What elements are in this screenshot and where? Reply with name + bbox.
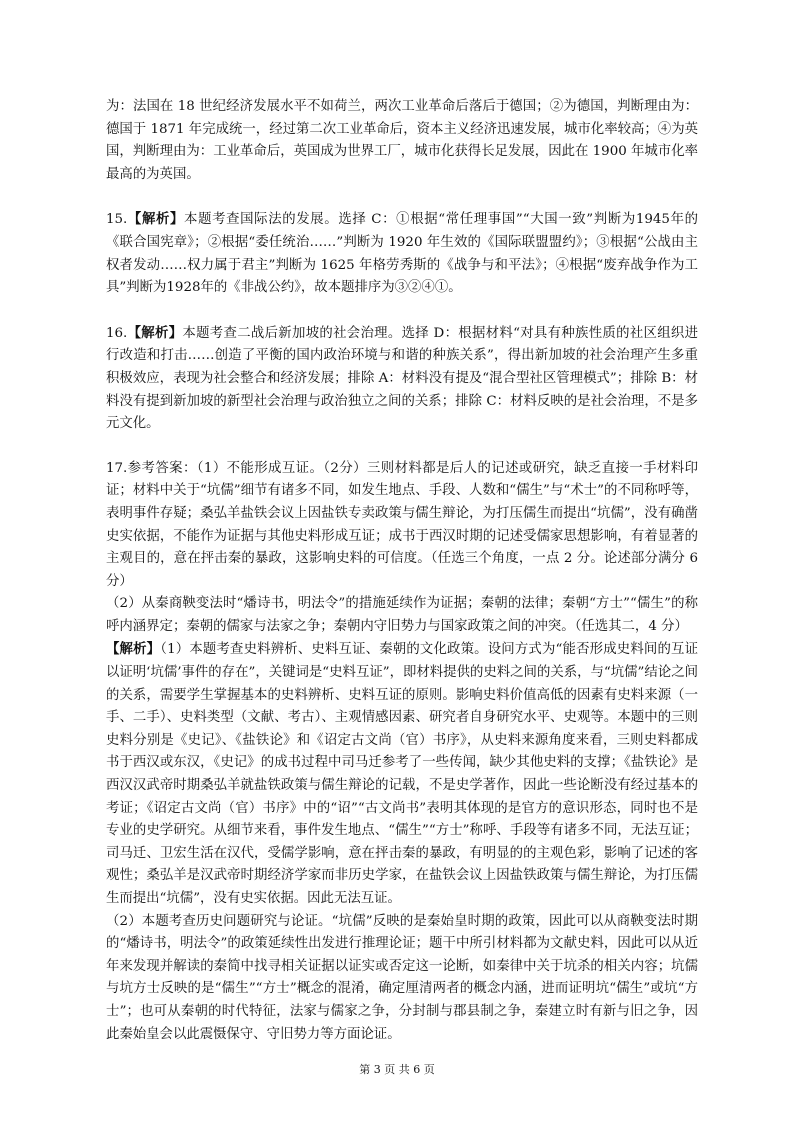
question-number: 15. <box>106 212 128 228</box>
analysis-label: 【解析】 <box>127 211 185 228</box>
page-footer: 第 3 页 共 6 页 <box>359 1063 435 1076</box>
paragraph-q17-analysis-1 <box>106 638 698 910</box>
analysis-label: 【解析】 <box>106 641 161 658</box>
paragraph-q15 <box>106 208 698 299</box>
paragraph-q16 <box>106 322 698 436</box>
analysis-label: 【解析】 <box>127 324 183 341</box>
analysis-text: （1）本题考查史料辨析、史料互证、秦朝的文化政策。设问方式为“能否形成史料间的互证以证明‘坑儒’事件的存在”，关键词是“史料互证”，即材料提供的史料之间的关系，与“坑儒”结论之间的关系，需要学生掌握基本的史料辨析、史料互证的原则。影响史料价值高低的因素有史料来源（一手、二手）、史料类型（文献、考古）、主观情感因素、研究者自身研究水平、史观等。本题中的三则史料分别是《史记》、《盐铁论》和《诏定古文尚（官）书序》，从史料来源角度来看，三则史料都成书于西汉或东汉，《史记》的成书过程中司马迁参考了一些传闻，缺少其他史料的支撑；《盐铁论》是西汉汉武帝时期桑弘羊就盐铁政策与儒生辩论的记载，不是史学著作，因此一些论断没有经过基本的考证；《诏定古文尚（官）书序》中的“诏”“古文尚书”表明其体现的是官方的意识形态，同时也不是专业的史学研究。从细节来看，事件发生地点、“儒生”“方士”称呼、手段等有诸多不同，无法互证；司马迁、卫宏生活在汉代，受儒学影响，意在抨击秦的暴政，有明显的的主观色彩，影响了记述的客观性；桑弘羊是汉武帝时期经济学家而非历史学家，在盐铁会议上因盐铁政策与儒生辩论，为打压儒生而提出“坑儒”，没有史实依据。因此无法互证。 <box>106 642 698 906</box>
document-body <box>106 96 698 1046</box>
paragraph-q17-answer-1: 17.参考答案：（1）不能形成互证。（2分）三则材料都是后人的记述或研究，缺乏直接一手材料印证；材料中关于“坑儒”细节有诸多不同，如发生地点、手段、人数和“儒生”与“术士”的不同称呼等，表明事件存疑；桑弘羊盐铁会议上因盐铁专卖政策与儒生辩论，为打压儒生而提出“坑儒”，没有确凿史实依据，不能作为证据与其他史料形成互证；成书于西汉时期的记述受儒家思想影响，有着显著的主观目的，意在抨击秦的暴政，这影响史料的可信度。（任选三个角度，一点 2 分。论述部分满分 6 分） <box>106 460 698 589</box>
paragraph-q17-answer-2: （2）从秦商鞅变法时“燔诗书，明法令”的措施延续作为证据；秦朝的法律；秦朝“方士”“儒生”的称呼内涵界定；秦朝的儒家与法家之争；秦朝内守旧势力与国家政策之间的冲突。（任选其二，4 分） <box>106 596 698 634</box>
paragraph-q14-continuation: 为：法国在 18 世纪经济发展水平不如荷兰，两次工业革命后落后于德国；②为德国，判断理由为：德国于 1871 年完成统一，经过第二次工业革命后，资本主义经济迅速发展，城市化率较高；④为英国，判断理由为：工业革命后，英国成为世界工厂，城市化获得长足发展，因此在 1900 年城市化率最高的为英国。 <box>106 99 698 182</box>
analysis-text: 本题考查二战后新加坡的社会治理。选择 D：根据材料“对具有种族性质的社区组织进行改造和打击……创造了平衡的国内政治环境与和谐的种族关系”，得出新加坡的社会治理产生多重积极效应，表现为社会整合和经济发展；排除 A：材料没有提及“混合型社区管理模式”；排除 B：材料没有提到新加坡的新型社会治理与政治独立之间的关系；排除 C：材料反映的是社会治理，不是多元文化。 <box>106 325 698 432</box>
question-number: 16. <box>106 325 128 341</box>
paragraph-q17-analysis-2: （2）本题考查历史问题研究与论证。“坑儒”反映的是秦始皇时期的政策，因此可以从商鞅变法时期的“燔诗书，明法令”的政策延续性出发进行推理论证；题干中所引材料都为文献史料，因此可以从近年来发现并解读的秦简中找寻相关证据以证实或否定这一论断，如秦律中关于坑杀的相关内容；坑儒与坑方士反映的是“儒生”“方士”概念的混淆，确定厘清两者的概念内涵，进而证明坑“儒生”或坑“方士”；也可从秦朝的时代特征，法家与儒家之争，分封制与郡县制之争，秦建立时有新与旧之争，因此秦始皇会以此震慑保守、守旧势力等方面论证。 <box>106 913 698 1042</box>
analysis-text: 本题考查国际法的发展。选择 C：①根据“常任理事国”“大国一致”判断为1945年的《联合国宪章》；②根据“委任统治……”判断为 1920 年生效的《国际联盟盟约》；③根据“公战由主权者发动……权力属于君主”判断为 1625 年格劳秀斯的《战争与和平法》；④根据“废弃战争作为工具”判断为1928年的《非战公约》，故本题排序为③②④①。 <box>106 212 699 296</box>
